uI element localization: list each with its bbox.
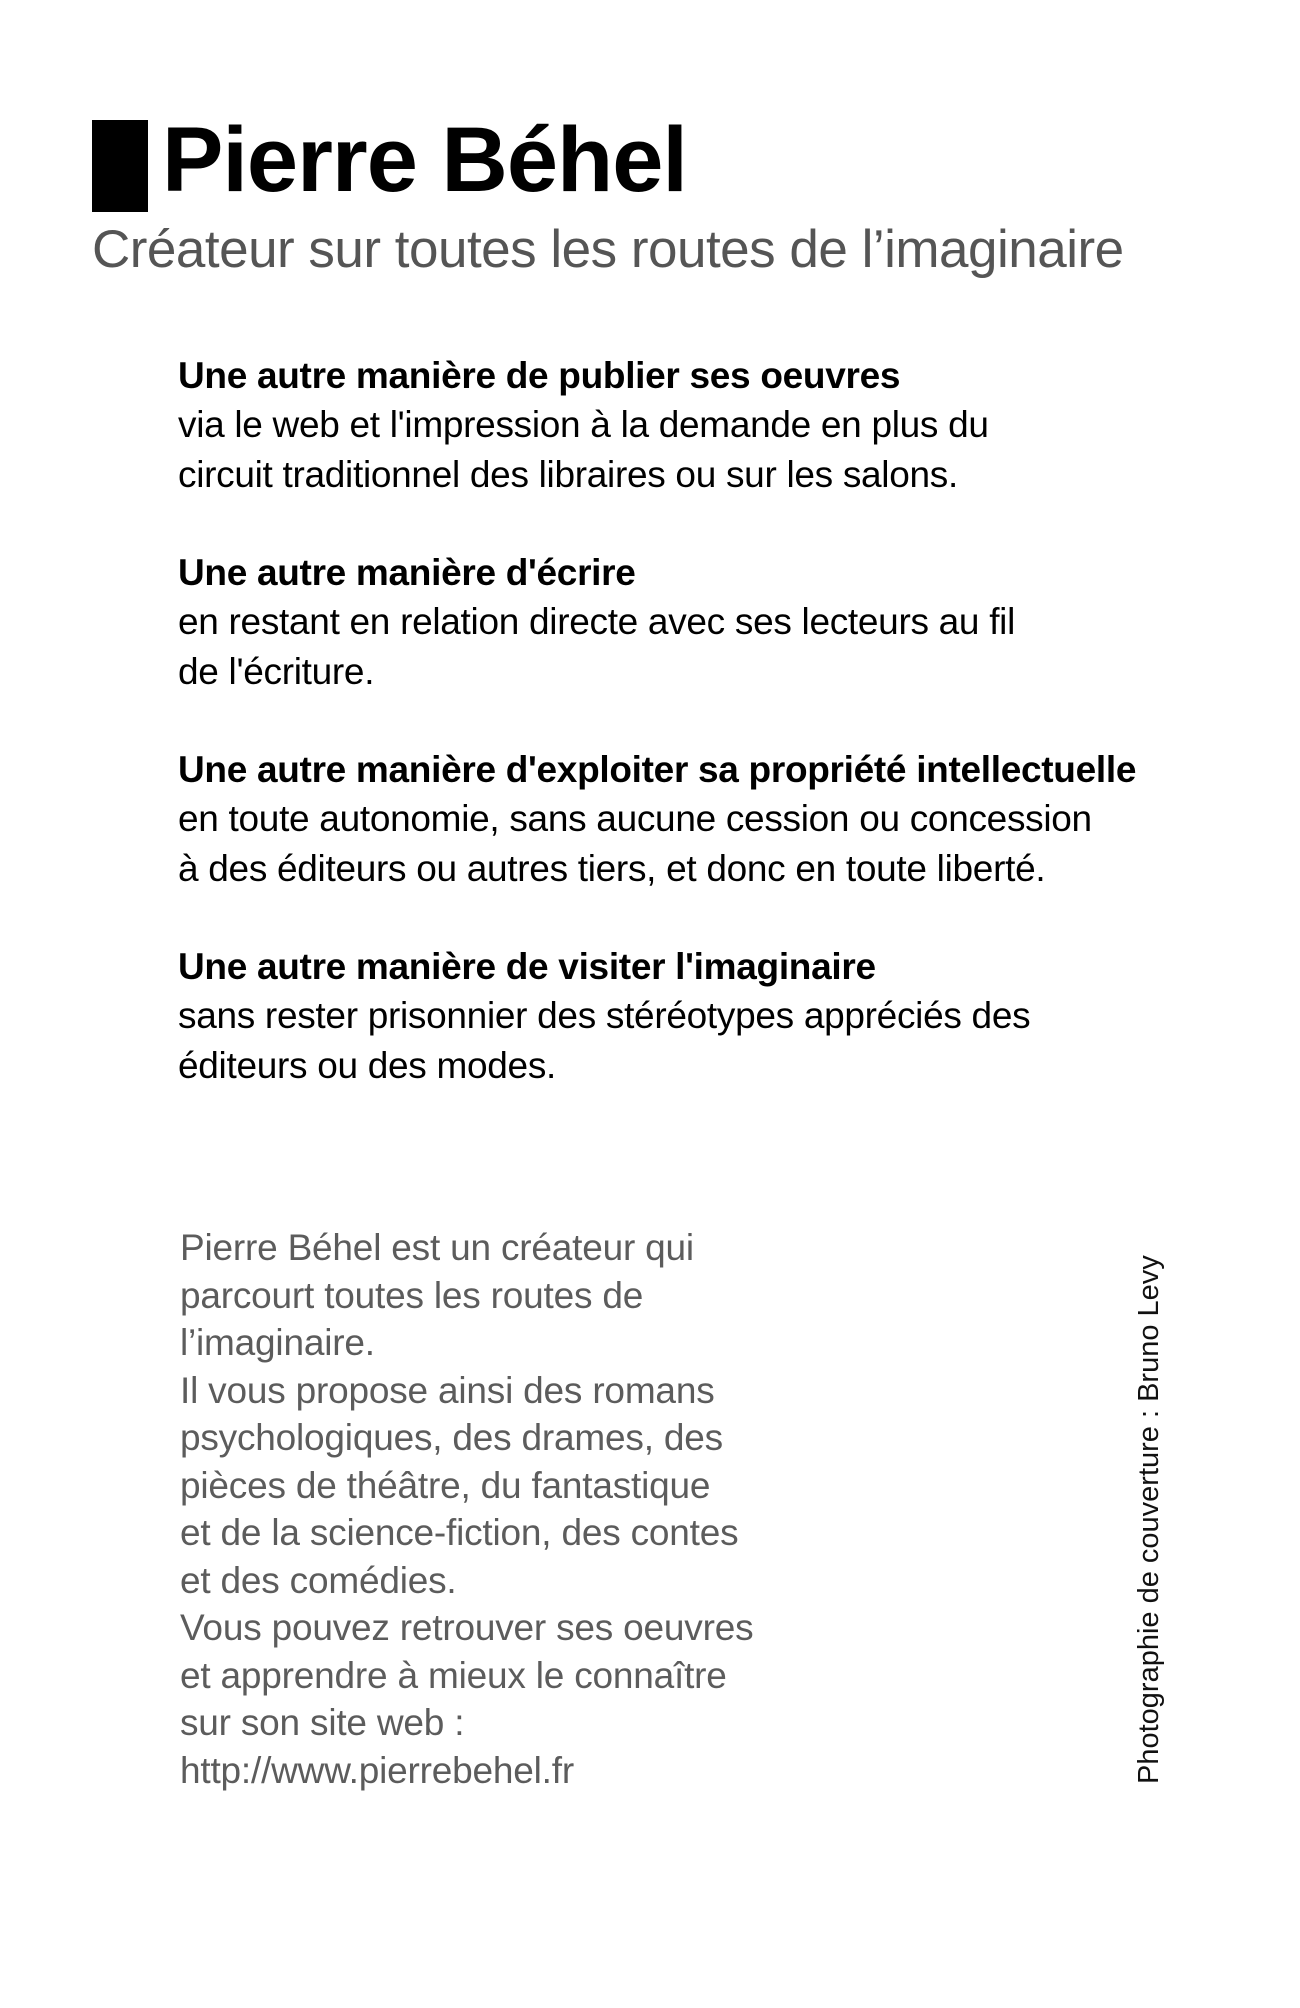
section-line: à des éditeurs ou autres tiers, et donc en toute liberté. xyxy=(178,848,1046,889)
section-write xyxy=(178,549,1258,697)
bio-line: parcourt toutes les routes de xyxy=(180,1274,644,1316)
section-heading: Une autre manière de publier ses oeuvres xyxy=(178,355,901,396)
bio-line: sur son site web : xyxy=(180,1702,465,1743)
section-property xyxy=(178,746,1258,894)
section-line: en toute autonomie, sans aucune cession ou concession xyxy=(178,798,1092,839)
section-line: circuit traditionnel des libraires ou sur les salons. xyxy=(178,454,958,495)
bio-line: et apprendre à mieux le connaître xyxy=(180,1654,727,1696)
sections xyxy=(178,352,1258,1140)
section-line: via le web et l'impression à la demande en plus du xyxy=(178,404,989,445)
section-line: de l'écriture. xyxy=(178,651,375,692)
bio-line: Vous pouvez retrouver ses oeuvres xyxy=(180,1607,754,1648)
section-line: en restant en relation directe avec ses lecteurs au fil xyxy=(178,601,1016,642)
section-line: éditeurs ou des modes. xyxy=(178,1045,557,1086)
page-subtitle: Créateur sur toutes les routes de l’imaginaire xyxy=(92,220,1124,279)
bio-line: l’imaginaire. xyxy=(180,1322,375,1363)
section-publish xyxy=(178,352,1258,500)
bio-line: Il vous propose ainsi des romans xyxy=(180,1369,715,1411)
title-row xyxy=(92,108,1242,218)
section-heading: Une autre manière d'exploiter sa propriété intellectuelle xyxy=(178,749,1137,790)
photo-credit: Photographie de couverture : Bruno Levy xyxy=(1133,1255,1165,1784)
header xyxy=(92,108,1242,218)
section-line: sans rester prisonnier des stéréotypes appréciés des xyxy=(178,995,1031,1036)
section-body xyxy=(178,597,1258,697)
bio-website-url: http://www.pierrebehel.fr xyxy=(180,1749,574,1791)
section-heading: Une autre manière de visiter l'imaginaire xyxy=(178,946,876,987)
section-body xyxy=(178,794,1258,894)
bio-line: et de la science-fiction, des contes xyxy=(180,1512,739,1553)
section-body xyxy=(178,400,1258,500)
section-body xyxy=(178,991,1258,1091)
bio-line: et des comédies. xyxy=(180,1559,457,1601)
page-title: Pierre Béhel xyxy=(162,109,687,211)
title-marker-block xyxy=(92,120,148,212)
bio-line: Pierre Béhel est un créateur qui xyxy=(180,1227,694,1268)
bio-line: pièces de théâtre, du fantastique xyxy=(180,1464,711,1506)
section-imaginary xyxy=(178,943,1258,1091)
bio-line: psychologiques, des drames, des xyxy=(180,1417,723,1458)
author-bio xyxy=(180,1224,900,1794)
section-heading: Une autre manière d'écrire xyxy=(178,552,636,593)
